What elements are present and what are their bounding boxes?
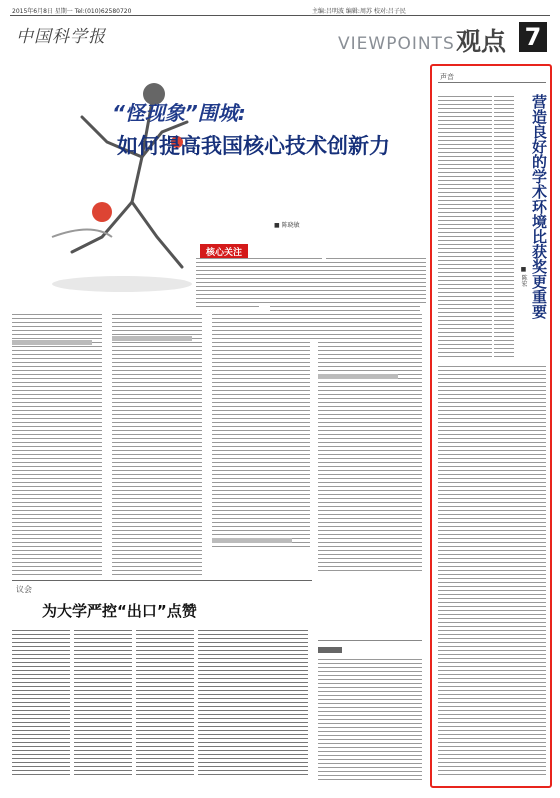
bottom-section-tag: 议会 <box>16 585 32 594</box>
sidebar-rule <box>438 82 546 83</box>
red-tag: 核心关注 <box>200 244 248 259</box>
boxed-note <box>318 640 422 791</box>
main-kicker: “怪现象”围城: <box>112 101 246 125</box>
date-line: 2015年6月8日 星期一 Tel:(010)62580720 <box>12 8 132 15</box>
subhead-marker-1 <box>12 340 92 345</box>
subhead-marker-4 <box>212 538 292 543</box>
sidebar-lead <box>438 96 492 360</box>
sidebar-lead-2 <box>494 96 514 360</box>
meta-line: 主编:吕明波 编辑:周苏 校对:吕子民 <box>312 8 406 15</box>
main-byline: ■ 陈晓敏 <box>274 222 300 229</box>
sidebar-byline: ■ 陈宏 <box>520 266 527 287</box>
masthead <box>0 0 560 60</box>
body-column-4 <box>318 314 422 574</box>
sidebar-section-tag: 声音 <box>440 73 454 81</box>
lead-column-a <box>196 258 322 310</box>
note-marker <box>318 647 342 653</box>
page-number: 7 <box>519 22 547 52</box>
paper-name: 中国科学报 <box>16 27 106 47</box>
bottom-rule <box>12 580 312 581</box>
top-rule <box>10 15 550 16</box>
body-column-2 <box>112 314 202 578</box>
bottom-headline: 为大学严控“出口”点赞 <box>42 602 197 620</box>
sidebar-headline: 营造良好的学术环境比获奖更重要 <box>530 94 548 319</box>
subhead-marker-2 <box>112 336 192 341</box>
figure-shadow <box>52 276 192 292</box>
sidebar-highlight-box <box>430 64 552 788</box>
bottom-article <box>12 580 312 790</box>
body-column-1 <box>12 314 102 578</box>
body-column-3 <box>212 314 310 550</box>
subhead-marker-3 <box>318 374 398 379</box>
lead-column-b <box>326 258 426 310</box>
figure-accent <box>92 202 112 222</box>
section-cn: 观点 <box>456 27 507 56</box>
section-en: VIEWPOINTS <box>338 34 455 54</box>
sidebar-body <box>438 366 546 778</box>
main-title: 如何提高我国核心技术创新力 <box>117 134 390 158</box>
